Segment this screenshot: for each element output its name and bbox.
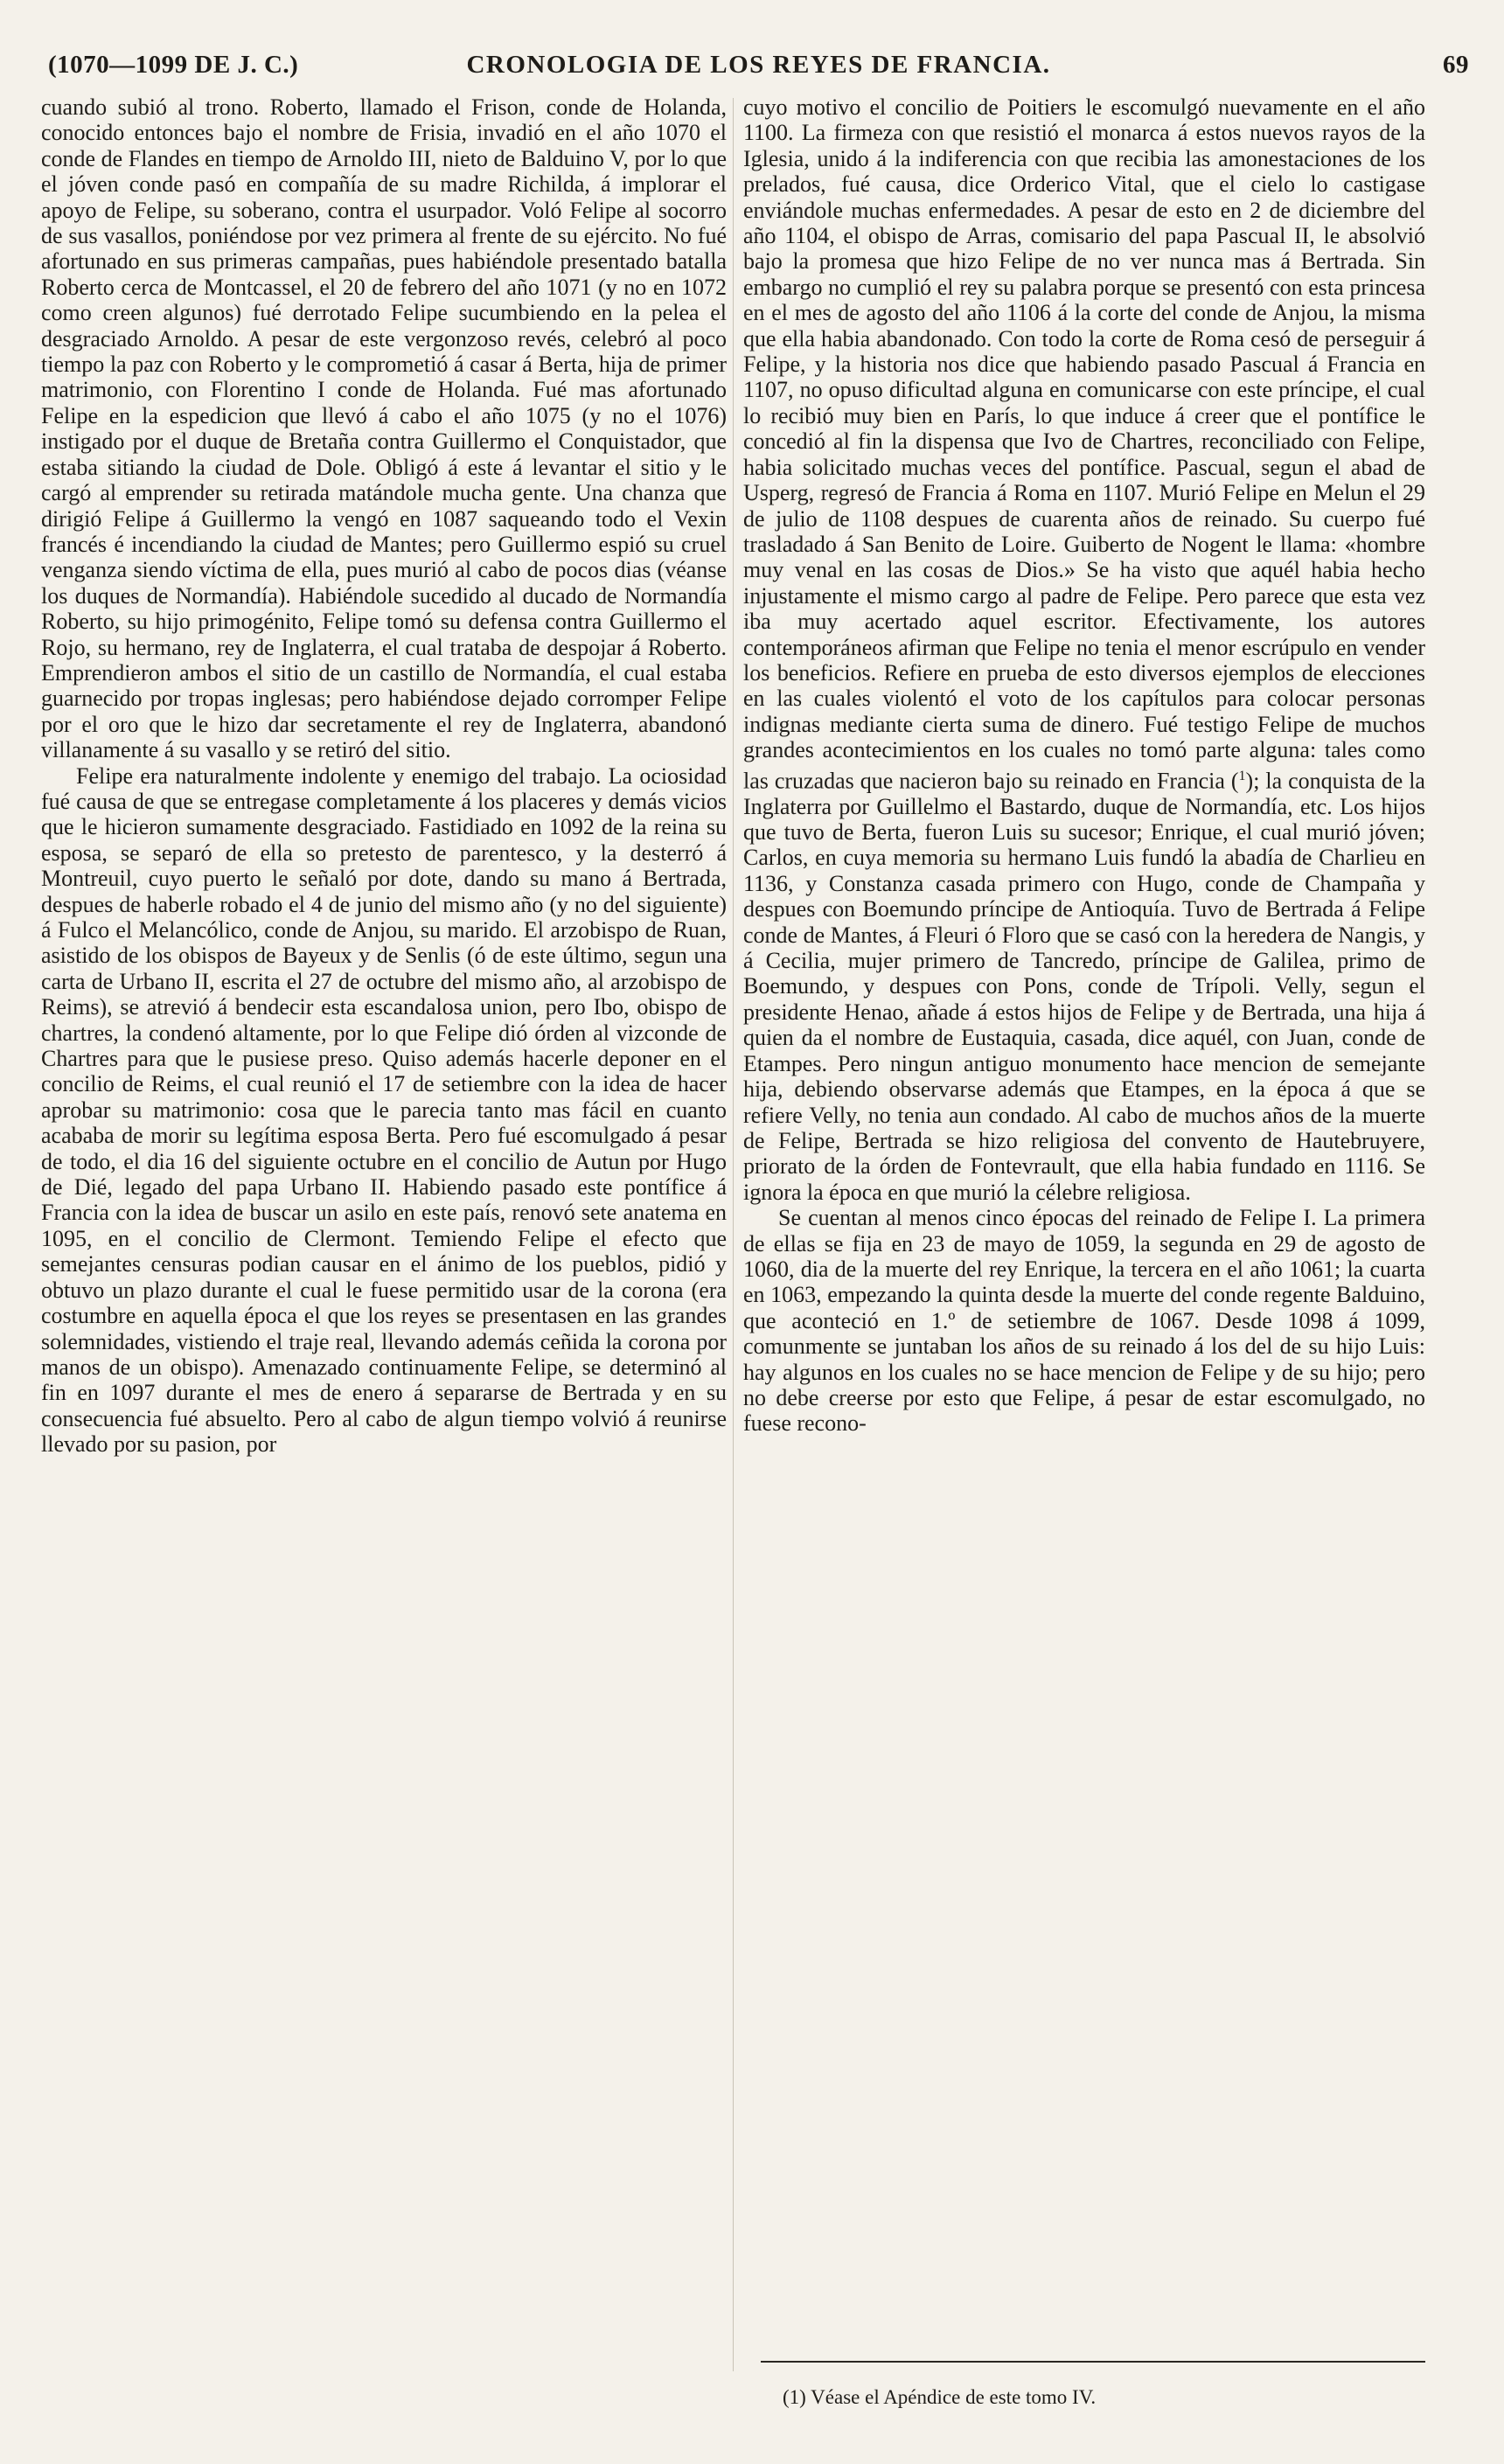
left-text-column [41,94,727,1458]
footnote-text: Véase el Apéndice de este tomo IV. [811,2386,1097,2408]
column-divider [733,98,734,2371]
header-title: CRONOLOGIA DE LOS REYES DE FRANCIA. [466,51,1051,79]
right-paragraph-2: Se cuentan al menos cinco épocas del reinado de Felipe I. La primera de ellas se fija en 23 de mayo de 1059, la segunda en 29 de agosto de 1060, dia de la muerte del rey Enrique, la tercera en el año 1061; la cuarta en 1063, empezando la quinta desde la muerte del conde regente Balduino, que aconteció en 1.º de setiembre de 1067. Desde 1098 á 1099, comunmente se juntaban los años de su reinado á los del de su hijo Luis: hay algunos en los cuales no se hace mencion de Felipe y de su hijo; pero no debe creerse por esto que Felipe, á pesar de estar escomulgado, no fuese recono- [743,1205,1425,1437]
left-paragraph-1: cuando subió al trono. Roberto, llamado el Frison, conde de Holanda, conocido entonces bajo el nombre de Frisia, invadió en el año 1070 el conde de Flandes en tiempo de Arnoldo III, nieto de Balduino V, por lo que el jóven conde pasó en compañía de su madre Richilda, á implorar el apoyo de Felipe, su soberano, contra el usurpador. Voló Felipe al socorro de sus vasallos, poniéndose por vez primera al frente de su ejército. No fué afortunado en sus primeras campañas, pues habiéndole presentado batalla Roberto cerca de Montcassel, el 20 de febrero del año 1071 (y no en 1072 como creen algunos) fué derrotado Felipe sucumbiendo en la pelea el desgraciado Arnoldo. A pesar de este vergonzoso revés, celebró al poco tiempo la paz con Roberto y le comprometió á casar á Berta, hija de primer matrimonio, con Florentino I conde de Holanda. Fué mas afortunado Felipe en la espedicion que llevó á cabo el año 1075 (y no el 1076) instigado por el duque de Bretaña contra Guillermo el Conquistador, que estaba sitiando la ciudad de Dole. Obligó á este á levantar el sitio y le cargó al emprender su retirada matándole mucha gente. Una chanza que dirigió Felipe á Guillermo la vengó en 1087 saqueando todo el Vexin francés é incendiando la ciudad de Mantes; pero Guillermo espió su cruel venganza siendo víctima de ella, pues murió al cabo de pocos dias (véanse los duques de Normandía). Habiéndole sucedido al ducado de Normandía Roberto, su hijo primogénito, Felipe tomó su defensa contra Guillermo el Rojo, su hermano, rey de Inglaterra, el cual trataba de despojar á Roberto. Emprendieron ambos el sitio de un castillo de Normandía, el cual estaba guarnecido por tropas inglesas; pero habiéndose dejado corromper Felipe por el oro que le hizo dar secretamente el rey de Inglaterra, abandonó villanamente á su vasallo y se retiró del sitio. [41,94,727,763]
footnote-rule [761,2361,1425,2363]
running-header [48,51,1469,96]
footnote-reference[interactable]: 1 [1238,768,1246,783]
footnote-label: (1) [783,2386,806,2408]
left-paragraph-2: Felipe era naturalmente indolente y enemigo del trabajo. La ociosidad fué causa de que se entregase completamente á los placeres y demás vicios que le hicieron sumamente desgraciado. Fastidiado en 1092 de la reina su esposa, se separó de ella so pretesto de parentesco, y la desterró á Montreuil, cuyo puerto le señaló por dote, dando su mano á Bertrada, despues de haberle robado el 4 de junio del mismo año (y no del siguiente) á Fulco el Melancólico, conde de Anjou, su marido. El arzobispo de Ruan, asistido de los obispos de Bayeux y de Senlis (ó de este último, segun una carta de Urbano II, escrita el 27 de octubre del mismo año, al arzobispo de Reims), se atrevió á bendecir esta escandalosa union, pero Ibo, obispo de chartres, la condenó altamente, por lo que Felipe dió órden al vizconde de Chartres para que le pusiese preso. Quiso además hacerle deponer en el concilio de Reims, el cual reunió el 17 de setiembre con la idea de hacer aprobar su matrimonio: cosa que le parecia tanto mas fácil en cuanto acababa de morir su legítima esposa Berta. Pero fué escomulgado á pesar de todo, el dia 16 del siguiente octubre en el concilio de Autun por Hugo de Dié, legado del papa Urbano II. Habiendo pasado este pontífice á Francia con la idea de buscar un asilo en este país, renovó sete anatema en 1095, en el concilio de Clermont. Temiendo Felipe el efecto que semejantes censuras podian causar en el ánimo de los pueblos, pidió y obtuvo un plazo durante el cual le fuese permitido usar de la corona (era costumbre en aquella época el que los reyes se presentasen en las grandes solemnidades, vistiendo el traje real, llevando además ceñida la corona por manos de un obispo). Amenazado continuamente Felipe, se determinó al fin en 1097 durante el mes de enero á separarse de Bertrada y en su consecuencia fué absuelto. Pero al cabo de algun tiempo volvió á reunirse llevado por su pasion, por [41,762,727,1458]
right-paragraph-1 [743,94,1425,1205]
right-paragraph-1-part-b: ); la conquista de la Inglaterra por Guillelmo el Bastardo, duque de Normandía, etc. Los hijos que tuvo de Berta, fueron Luis su sucesor; Enrique, el cual murió jóven; Carlos, en cuya memoria su hermano Luis fundó la abadía de Charlieu en 1136, y Constanza casada primero con Hugo, conde de Champaña y despues con Boemundo príncipe de Antioquía. Tuvo de Bertrada á Felipe conde de Mantes, á Fleuri ó Floro que se casó con la heredera de Nangis, y á Cecilia, mujer primero de Tancredo, príncipe de Galilea, primo de Boemundo, y despues con Pons, conde de Trípoli. Velly, segun el presidente Henao, añade á estos hijos de Felipe y de Bertrada, una hija á quien da el nombre de Eustaquia, casada, dice aquél, con Juan, conde de Etampes. Pero ningun antiguo monumento hace mencion de semejante hija, debiendo observarse además que Etampes, en la época á que se refiere Velly, no tenia aun condado. Al cabo de muchos años de la muerte de Felipe, Bertrada se hizo religiosa del convento de Hautebruyere, priorato de la órden de Fontevrault, que ella habia fundado en 1116. Se ignora la época en que murió la célebre religiosa. [743,768,1425,1205]
header-date-range: (1070—1099 DE J. C.) [48,51,299,79]
right-paragraph-1-part-a: cuyo motivo el concilio de Poitiers le escomulgó nuevamente en el año 1100. La firmeza con que resistió el monarca á estos nuevos rayos de la Iglesia, unido á la indiferencia con que recibia las amonestaciones de los prelados, fué causa, dice Orderico Vital, que el cielo lo castigase enviándole muchas enfermedades. A pesar de esto en 2 de diciembre del año 1104, el obispo de Arras, comisario del papa Pascual II, le absolvió bajo la promesa que hizo Felipe de no ver nunca mas á Bertrada. Sin embargo no cumplió el rey su palabra porque se presentó con esta princesa en el mes de agosto del año 1106 á la corte del conde de Anjou, la misma que ella habia abandonado. Con todo la corte de Roma cesó de perseguir á Felipe, y la historia nos dice que habiendo pasado Pascual á Francia en 1107, no opuso dificultad alguna en comunicarse con este príncipe, el cual lo recibió muy bien en París, lo que induce á creer que el pontífice le concedió al fin la dispensa que Ivo de Chartres, reconciliado con Felipe, habia solicitado muchas veces del pontífice. Pascual, segun el abad de Usperg, regresó de Francia á Roma en 1107. Murió Felipe en Melun el 29 de julio de 1108 despues de cuarenta años de reinado. Su cuerpo fué trasladado á San Benito de Loire. Guiberto de Nogent le llama: «hombre muy venal en las cosas de Dios.» Se ha visto que aquél habia hecho injustamente el mismo cargo al padre de Felipe. Pero parece que esta vez iba muy acertado aquel escritor. Efectivamente, los autores contemporáneos afirman que Felipe no tenia el menor escrúpulo en vender los beneficios. Refiere en prueba de esto diversos ejemplos de elecciones en las cuales violentó el voto de los capítulos para colocar personas indignas mediante cierta suma de dinero. Fué testigo Felipe de muchos grandes acontecimientos en los cuales no tomó parte alguna: tales como las cruzadas que nacieron bajo su reinado en Francia ( [743,94,1425,794]
page-number: 69 [1443,51,1469,79]
footnote [783,2385,1425,2410]
right-text-column [743,94,1425,1437]
